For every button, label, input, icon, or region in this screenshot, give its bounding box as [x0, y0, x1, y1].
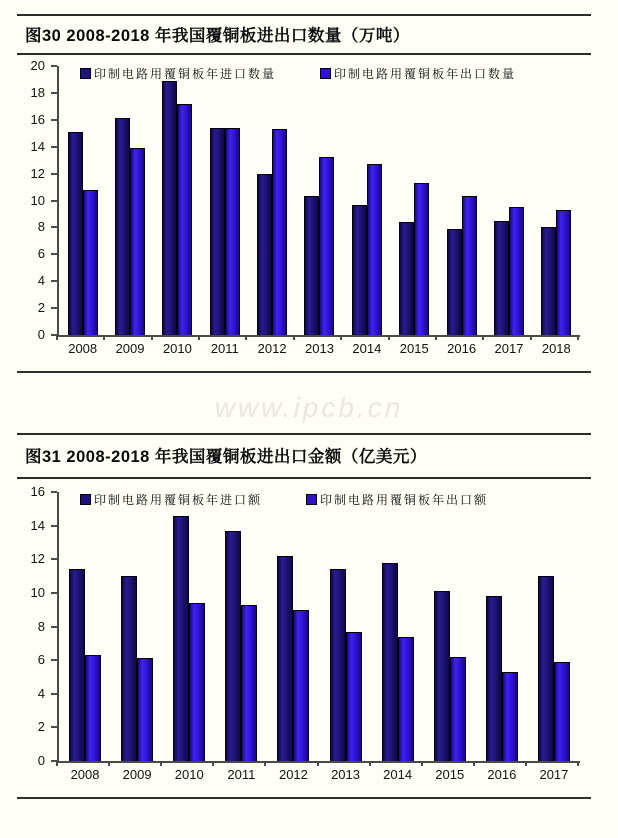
figure31-legend: [80, 491, 488, 508]
year-group-2015: [391, 66, 438, 356]
x-axis-tick-label: 2015: [399, 341, 429, 356]
y-axis-tick-mark: [51, 307, 57, 309]
figure31-title: 图31 2008-2018 年我国覆铜板进出口金额（亿美元）: [25, 448, 427, 466]
export-bar-2015: [450, 657, 466, 761]
x-axis-tick-mark: [435, 335, 437, 340]
bar-pair: [476, 492, 528, 761]
bar-pair: [528, 492, 580, 761]
import-bar-2015: [434, 591, 450, 761]
import-bar-2018: [541, 227, 556, 335]
legend-label-import-value: 印制电路用覆铜板年进口额: [94, 493, 263, 507]
export-bar-2012: [272, 129, 287, 335]
export-bar-2017: [509, 207, 524, 335]
y-axis-tick-mark: [51, 226, 57, 228]
y-axis-tick-label: 0: [37, 753, 45, 768]
export-bar-2013: [346, 632, 362, 761]
y-axis-tick-label: 14: [30, 517, 45, 533]
x-axis-tick-mark: [340, 335, 342, 340]
x-axis-tick-label: 2008: [68, 341, 98, 356]
bar-pair: [343, 66, 390, 335]
x-axis-tick-mark: [577, 335, 579, 340]
figure31-bottom-rule: [17, 797, 591, 799]
x-axis-tick-mark: [473, 761, 475, 766]
y-axis-tick-mark: [51, 92, 57, 94]
bar-pair: [201, 66, 248, 335]
x-axis-tick-mark: [482, 335, 484, 340]
year-group-2011: [215, 492, 267, 782]
x-axis-tick-label: 2012: [257, 341, 287, 356]
x-axis-tick-label: 2011: [210, 341, 239, 356]
year-group-2008: [59, 66, 106, 356]
y-axis-tick-label: 18: [30, 84, 45, 100]
legend-label-export-qty: 印制电路用覆铜板年出口数量: [334, 67, 517, 81]
x-axis-tick-label: 2010: [162, 341, 192, 356]
bar-pair: [438, 66, 485, 335]
x-axis-tick-label: 2016: [447, 341, 477, 356]
y-axis-tick-mark: [51, 280, 57, 282]
bar-pair: [59, 492, 111, 761]
y-axis-tick-mark: [51, 592, 57, 594]
export-bar-2017: [554, 662, 570, 761]
x-axis-tick-mark: [317, 761, 319, 766]
y-axis-tick-label: 10: [30, 584, 45, 600]
bar-pair: [248, 66, 295, 335]
import-bar-2008: [69, 569, 85, 761]
export-bar-2011: [225, 128, 240, 335]
y-axis-tick-mark: [51, 200, 57, 202]
y-axis-tick-mark: [51, 173, 57, 175]
year-group-2009: [106, 66, 153, 356]
import-bar-2013: [330, 569, 346, 761]
export-bar-2009: [137, 658, 153, 761]
import-bar-2017: [494, 221, 509, 335]
export-bar-2014: [367, 164, 382, 335]
legend-item-export-value: [306, 491, 488, 508]
figure31-plot-area: [57, 492, 580, 782]
import-series-swatch-icon: [80, 68, 91, 79]
x-axis-tick-label: 2014: [352, 341, 382, 356]
y-axis-tick-mark: [51, 558, 57, 560]
y-axis-tick-label: 8: [37, 618, 45, 634]
year-group-2014: [372, 492, 424, 782]
figure30-title-rule: [17, 53, 591, 55]
figure30-plot-area: [57, 66, 580, 356]
year-group-2016: [476, 492, 528, 782]
figure30-bottom-rule: [17, 371, 591, 373]
year-group-2016: [438, 66, 485, 356]
x-axis-tick-mark: [160, 761, 162, 766]
bar-pair: [154, 66, 201, 335]
figure30-chart: [0, 60, 618, 372]
x-axis-tick-mark: [245, 335, 247, 340]
import-bar-2010: [162, 81, 177, 335]
export-bar-2014: [398, 637, 414, 761]
x-axis-tick-label: 2011: [227, 767, 256, 782]
y-axis-tick-mark: [51, 119, 57, 121]
figure31-title-rule: [17, 477, 591, 479]
import-bar-2015: [399, 222, 414, 335]
bar-pair: [267, 492, 319, 761]
export-bar-2012: [293, 610, 309, 761]
import-bar-2011: [225, 531, 241, 761]
y-axis-tick-label: 20: [30, 58, 45, 73]
y-axis-tick-mark: [51, 146, 57, 148]
x-axis-tick-mark: [56, 761, 58, 766]
figure31-chart: [0, 486, 618, 798]
import-bar-2016: [447, 229, 462, 335]
export-bar-2016: [462, 196, 477, 335]
import-bar-2014: [382, 563, 398, 761]
y-axis-tick-label: 12: [30, 165, 45, 181]
bar-pair: [485, 66, 532, 335]
y-axis-tick-label: 14: [30, 138, 45, 154]
import-bar-2011: [210, 128, 225, 335]
y-axis-tick-mark: [51, 726, 57, 728]
x-axis-tick-mark: [525, 761, 527, 766]
bar-pair: [215, 492, 267, 761]
export-bar-2011: [241, 605, 257, 761]
x-axis-tick-mark: [421, 761, 423, 766]
y-axis-tick-label: 10: [30, 192, 45, 208]
year-group-2008: [59, 492, 111, 782]
export-bar-2008: [83, 190, 98, 335]
import-bar-2009: [121, 576, 137, 761]
x-axis-tick-label: 2013: [331, 767, 360, 782]
x-axis-tick-mark: [151, 335, 153, 340]
import-bar-2012: [277, 556, 293, 761]
bar-pair: [533, 66, 580, 335]
y-axis-tick-mark: [51, 693, 57, 695]
legend-item-import-value: [80, 491, 262, 508]
export-bar-2010: [189, 603, 205, 761]
y-axis-tick-label: 16: [30, 111, 45, 127]
y-axis-tick-mark: [51, 253, 57, 255]
year-group-2017: [528, 492, 580, 782]
x-axis-tick-mark: [293, 335, 295, 340]
import-bar-2016: [486, 596, 502, 761]
x-axis-tick-mark: [103, 335, 105, 340]
x-axis-tick-label: 2010: [174, 767, 204, 782]
export-series-swatch-icon: [320, 68, 331, 79]
year-group-2012: [248, 66, 295, 356]
import-bar-2013: [304, 196, 319, 335]
year-group-2011: [201, 66, 248, 356]
legend-label-export-value: 印制电路用覆铜板年出口额: [320, 493, 489, 507]
y-axis-tick-label: 8: [37, 219, 45, 235]
bar-pair: [320, 492, 372, 761]
year-group-2013: [296, 66, 343, 356]
bar-pair: [111, 492, 163, 761]
bar-pair: [424, 492, 476, 761]
x-axis-tick-label: 2013: [305, 341, 334, 356]
y-axis-tick-label: 2: [37, 719, 45, 735]
export-bar-2010: [177, 104, 192, 335]
import-bar-2012: [257, 174, 272, 335]
import-bar-2009: [115, 118, 130, 335]
y-axis-tick-mark: [51, 626, 57, 628]
year-group-2009: [111, 492, 163, 782]
x-axis-tick-label: 2017: [539, 767, 569, 782]
y-axis-tick-label: 16: [30, 484, 45, 499]
export-bar-2015: [414, 183, 429, 335]
year-group-2017: [485, 66, 532, 356]
export-bar-2016: [502, 672, 518, 761]
y-axis-tick-mark: [51, 525, 57, 527]
bar-pair: [296, 66, 343, 335]
x-axis-tick-label: 2009: [115, 341, 145, 356]
x-axis-tick-mark: [388, 335, 390, 340]
y-axis-tick-label: 2: [37, 300, 45, 316]
bar-pair: [391, 66, 438, 335]
y-axis-tick-label: 12: [30, 551, 45, 567]
year-group-2012: [267, 492, 319, 782]
figure30-legend: [80, 65, 516, 82]
y-axis-tick-label: 6: [37, 246, 45, 262]
year-group-2010: [163, 492, 215, 782]
y-axis-tick-label: 0: [37, 327, 45, 342]
legend-item-import-qty: [80, 65, 276, 82]
x-axis-tick-mark: [530, 335, 532, 340]
figure30-top-rule: [17, 14, 591, 16]
x-axis-tick-mark: [108, 761, 110, 766]
export-bar-2008: [85, 655, 101, 761]
import-bar-2014: [352, 205, 367, 335]
x-axis-tick-label: 2016: [487, 767, 517, 782]
import-bar-2017: [538, 576, 554, 761]
import-series-swatch-icon: [80, 494, 91, 505]
y-axis-tick-mark: [51, 659, 57, 661]
y-axis-tick-label: 4: [37, 685, 45, 701]
legend-label-import-qty: 印制电路用覆铜板年进口数量: [94, 67, 277, 81]
bar-pair: [106, 66, 153, 335]
x-axis-tick-mark: [56, 335, 58, 340]
x-axis-tick-label: 2017: [494, 341, 524, 356]
y-axis-tick-label: 6: [37, 652, 45, 668]
figure31-top-rule: [17, 433, 591, 435]
y-axis-tick-mark: [51, 65, 57, 67]
watermark: www.ipcb.cn: [214, 392, 404, 423]
y-axis-tick-label: 4: [37, 273, 45, 289]
export-bar-2018: [556, 210, 571, 335]
x-axis-tick-mark: [198, 335, 200, 340]
legend-item-export-qty: [320, 65, 516, 82]
export-bar-2013: [319, 157, 334, 335]
x-axis-tick-mark: [577, 761, 579, 766]
bar-pair: [372, 492, 424, 761]
export-series-swatch-icon: [306, 494, 317, 505]
year-group-2014: [343, 66, 390, 356]
year-group-2018: [533, 66, 580, 356]
x-axis-tick-mark: [369, 761, 371, 766]
import-bar-2008: [68, 132, 83, 335]
x-axis-tick-label: 2008: [70, 767, 100, 782]
x-axis-tick-label: 2015: [435, 767, 465, 782]
x-axis-tick-label: 2009: [122, 767, 152, 782]
figure30-title: 图30 2008-2018 年我国覆铜板进出口数量（万吨）: [25, 27, 410, 45]
year-group-2013: [320, 492, 372, 782]
y-axis-tick-mark: [51, 491, 57, 493]
x-axis-tick-mark: [212, 761, 214, 766]
export-bar-2009: [130, 148, 145, 335]
x-axis-tick-label: 2012: [278, 767, 308, 782]
bar-pair: [59, 66, 106, 335]
year-group-2015: [424, 492, 476, 782]
x-axis-tick-label: 2018: [541, 341, 571, 356]
bar-pair: [163, 492, 215, 761]
import-bar-2010: [173, 516, 189, 761]
year-group-2010: [154, 66, 201, 356]
x-axis-tick-label: 2014: [383, 767, 413, 782]
x-axis-tick-mark: [264, 761, 266, 766]
